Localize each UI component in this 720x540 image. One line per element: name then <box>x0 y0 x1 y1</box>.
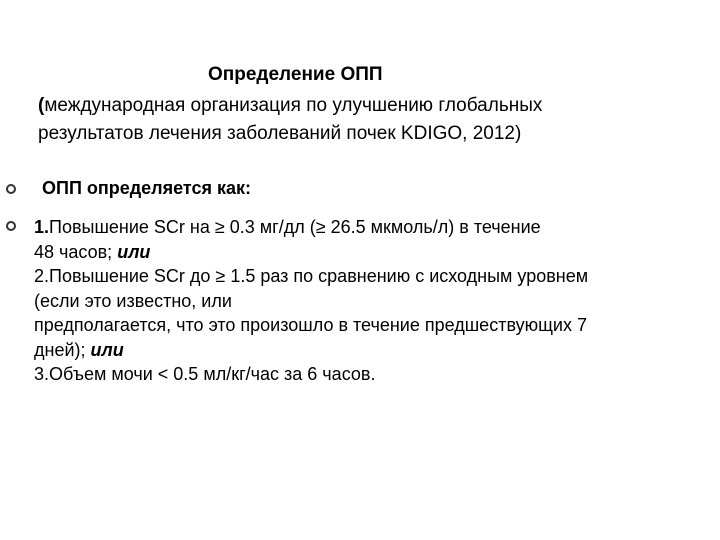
criterion-1-number: 1. <box>34 217 50 237</box>
criterion-2-connector: или <box>90 339 124 360</box>
criterion-2-line-4 <box>34 338 718 363</box>
slide-subtitle <box>38 92 678 148</box>
criterion-1-line-2 <box>34 240 718 265</box>
criterion-1-text: Повышение SCr на ≥ 0.3 мг/дл (≥ 26.5 мкмоль/л) в течение <box>49 217 541 237</box>
subtitle-line-1-text: международная организация по улучшению глобальных <box>44 95 543 116</box>
subtitle-line-1 <box>38 92 678 120</box>
criterion-2-line-1: 2.Повышение SCr до ≥ 1.5 раз по сравнению с исходным уровнем <box>34 266 589 286</box>
criterion-2-line-3: предполагается, что это произошло в течение предшествующих 7 <box>34 315 587 335</box>
bullet-circle-icon <box>6 184 16 194</box>
criterion-1-connector: или <box>117 241 151 262</box>
bullet-heading-text: ОПП определяется как: <box>42 178 252 198</box>
bullet-circle-icon <box>6 221 16 231</box>
criterion-1-line-1 <box>34 215 718 240</box>
slide-title: Определение ОПП <box>208 64 383 85</box>
criterion-1-text-2: 48 часов; <box>34 241 118 262</box>
subtitle-line-2: результатов лечения заболеваний почек KDIGO, 2012) <box>38 123 522 144</box>
subtitle-open-paren: ( <box>38 95 45 116</box>
criterion-2-text-4: дней); <box>34 339 91 360</box>
criteria-text <box>34 215 718 387</box>
criterion-2-line-2: (если это известно, или <box>34 290 232 311</box>
criterion-3-line-1: 3.Объем мочи < 0.5 мл/кг/час за 6 часов. <box>34 364 376 384</box>
